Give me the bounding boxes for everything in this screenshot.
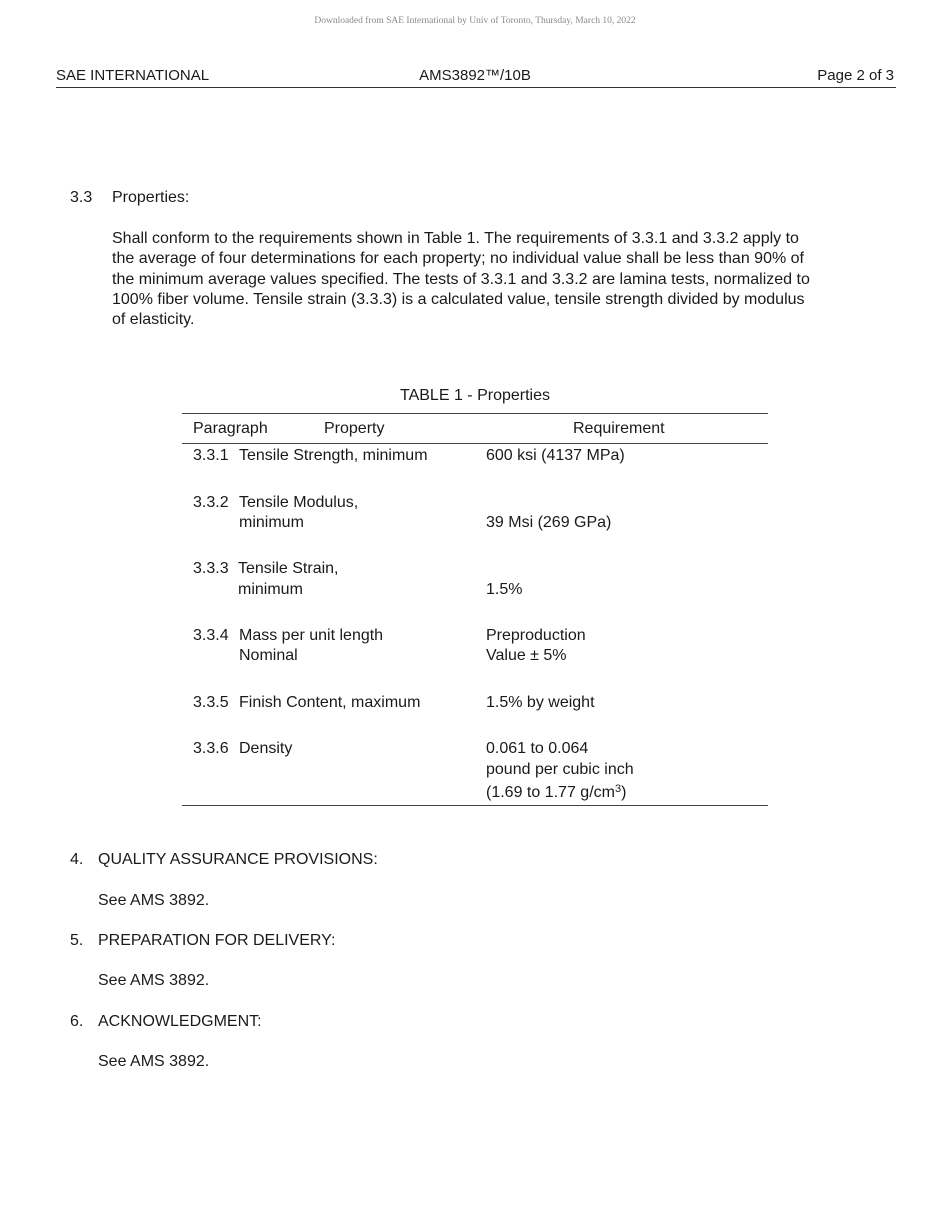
section-3-3-paragraph xyxy=(112,229,872,330)
section-5-number: 5. xyxy=(70,932,84,949)
table-row-requirement-cont xyxy=(486,783,626,803)
table-row-number: 3.3.6 xyxy=(193,740,229,757)
table-row-requirement-cont: pound per cubic inch xyxy=(486,761,634,778)
table-top-rule xyxy=(182,413,768,414)
table-row-property: Tensile Modulus, xyxy=(239,494,359,511)
table-row-property-cont: minimum xyxy=(238,581,303,598)
density-exponent: 3 xyxy=(614,783,622,795)
table-caption: TABLE 1 - Properties xyxy=(400,387,550,404)
table-row-number: 3.3.3 xyxy=(193,560,229,577)
table-header-paragraph: Paragraph xyxy=(193,420,268,437)
density-metric-text: (1.69 to 1.77 g/cm xyxy=(486,784,615,801)
table-row-property: Tensile Strength, minimum xyxy=(239,447,428,464)
table-row-requirement: Preproduction xyxy=(486,627,586,644)
section-3-3-number: 3.3 xyxy=(70,189,93,206)
table-row-requirement: 0.061 to 0.064 xyxy=(486,740,589,757)
header-divider xyxy=(56,87,896,88)
header-page-number: Page 2 of 3 xyxy=(817,67,894,84)
table-row-requirement: 600 ksi (4137 MPa) xyxy=(486,447,625,464)
section-5-body: See AMS 3892. xyxy=(98,972,210,989)
section-6-title: ACKNOWLEDGMENT: xyxy=(98,1013,262,1030)
paragraph-line: the average of four determinations for each property; no individual value shall be less than 90% of xyxy=(112,250,804,268)
section-4-title: QUALITY ASSURANCE PROVISIONS: xyxy=(98,851,378,868)
table-row-property: Tensile Strain, xyxy=(238,560,339,577)
table-row-number: 3.3.2 xyxy=(193,494,229,511)
density-close-paren: ) xyxy=(621,784,627,801)
section-3-3-title: Properties: xyxy=(112,189,190,206)
table-row-requirement: 1.5% xyxy=(486,581,523,598)
section-6-body: See AMS 3892. xyxy=(98,1053,210,1070)
paragraph-line: the minimum average values specified. The tests of 3.3.1 and 3.3.2 are lamina tests, normalized to xyxy=(112,270,810,288)
section-4-body: See AMS 3892. xyxy=(98,892,210,909)
table-header-requirement: Requirement xyxy=(573,420,665,437)
table-row-requirement: 39 Msi (269 GPa) xyxy=(486,514,612,531)
table-row-property-cont: minimum xyxy=(239,514,304,531)
table-row-number: 3.3.4 xyxy=(193,627,229,644)
table-row-property-cont: Nominal xyxy=(239,647,298,664)
header-document-number: AMS3892™/10B xyxy=(419,67,531,84)
paragraph-line: 100% fiber volume. Tensile strain (3.3.3) is a calculated value, tensile strength divided by modulus xyxy=(112,290,805,308)
section-6-number: 6. xyxy=(70,1013,84,1030)
table-header-rule xyxy=(182,443,768,444)
table-row-number: 3.3.1 xyxy=(193,447,229,464)
table-header-property: Property xyxy=(324,420,385,437)
table-row-property: Mass per unit length xyxy=(239,627,384,644)
table-row-property: Density xyxy=(239,740,293,757)
table-row-property: Finish Content, maximum xyxy=(239,694,421,711)
download-watermark: Downloaded from SAE International by Univ of Toronto, Thursday, March 10, 2022 xyxy=(314,16,636,26)
header-publisher: SAE INTERNATIONAL xyxy=(56,67,210,84)
paragraph-line: Shall conform to the requirements shown in Table 1. The requirements of 3.3.1 and 3.3.2 apply to xyxy=(112,230,799,247)
table-row-requirement: 1.5% by weight xyxy=(486,694,595,711)
table-row-number: 3.3.5 xyxy=(193,694,229,711)
paragraph-line: of elasticity. xyxy=(112,311,195,329)
table-bottom-rule xyxy=(182,805,768,806)
section-5-title: PREPARATION FOR DELIVERY: xyxy=(98,932,336,949)
section-4-number: 4. xyxy=(70,851,84,868)
table-row-requirement-cont: Value ± 5% xyxy=(486,647,567,664)
